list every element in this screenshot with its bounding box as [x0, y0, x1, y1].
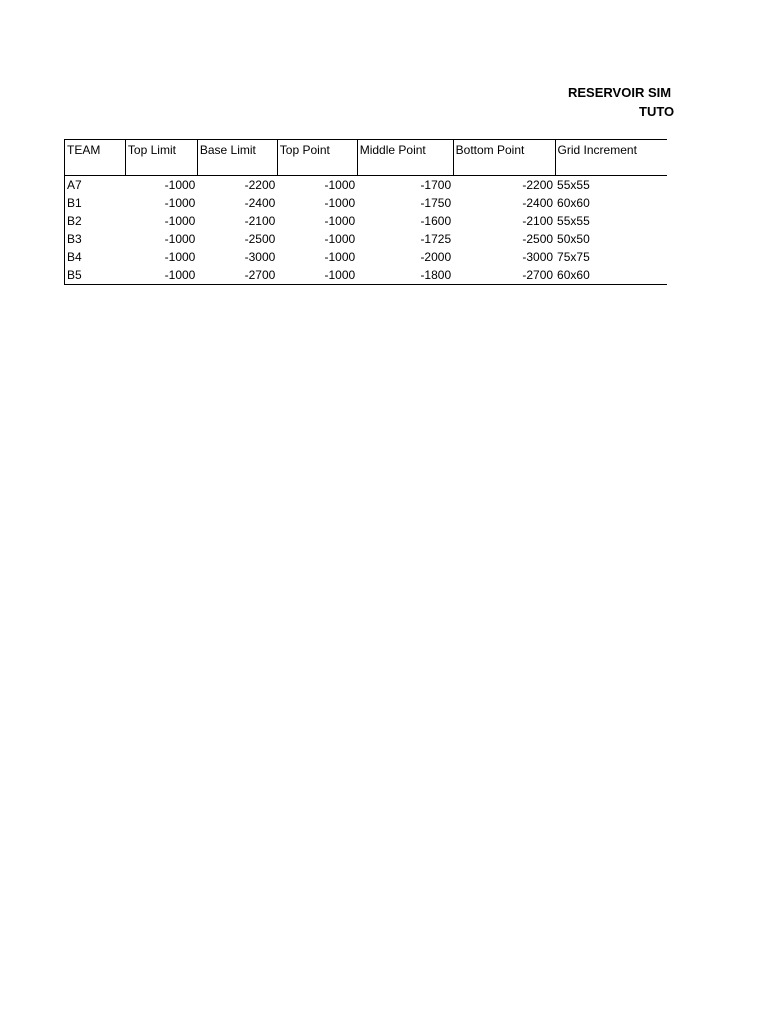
cell-top-point: -1000: [277, 266, 357, 285]
cell-middle-point: -1725: [420, 232, 452, 246]
header-top-point: Top Point: [277, 140, 357, 176]
data-table: [64, 139, 667, 285]
cell-middle-point: -1600: [420, 214, 452, 228]
table-row: [65, 176, 668, 195]
cell-team: B1: [65, 194, 126, 212]
cell-grid-increment: 55x55: [557, 178, 590, 192]
cell-base-limit: -3000: [244, 250, 276, 264]
header-grid-increment: Grid Increment: [555, 140, 667, 176]
table-row: [65, 248, 668, 266]
table-row: [65, 212, 668, 230]
cell-middle-point: -1700: [420, 178, 452, 192]
cell-top-point: -1000: [324, 250, 356, 264]
cell-middle-point: -2000: [420, 250, 452, 264]
cell-bottom-point: -2200: [522, 178, 554, 192]
cell-grid-increment: 60x60: [555, 266, 667, 285]
cell-base-limit: -2200: [244, 178, 276, 192]
cell-grid-increment: 55x55: [557, 214, 590, 228]
cell-base-limit: -2100: [244, 214, 276, 228]
cell-top-point: -1000: [324, 214, 356, 228]
cell-top-limit: -1000: [164, 214, 196, 228]
cell-grid-increment: 75x75: [557, 250, 590, 264]
cell-team: A7: [65, 176, 126, 195]
cell-grid-increment: 50x50: [557, 232, 590, 246]
cell-team: B4: [65, 248, 126, 266]
cell-base-limit: -2500: [244, 232, 276, 246]
cell-bottom-point: -2700: [453, 266, 555, 285]
header-middle-point: Middle Point: [357, 140, 453, 176]
cell-bottom-point: -3000: [522, 250, 554, 264]
cell-middle-point: -1750: [420, 196, 452, 210]
cell-bottom-point: -2400: [522, 196, 554, 210]
cell-bottom-point: -2500: [522, 232, 554, 246]
cell-top-limit: -1000: [164, 232, 196, 246]
cell-base-limit: -2400: [244, 196, 276, 210]
cell-top-limit: -1000: [164, 178, 196, 192]
cell-middle-point: -1800: [357, 266, 453, 285]
cell-top-limit: -1000: [164, 196, 196, 210]
cell-grid-increment: 60x60: [557, 196, 590, 210]
cell-top-point: -1000: [324, 178, 356, 192]
cell-top-limit: -1000: [164, 250, 196, 264]
header-team: TEAM: [65, 140, 126, 176]
cell-top-limit: -1000: [125, 266, 197, 285]
table-header-row: [65, 140, 668, 176]
page-title: RESERVOIR SIM: [568, 85, 672, 100]
cell-top-point: -1000: [324, 196, 356, 210]
cell-team: B2: [65, 212, 126, 230]
cell-bottom-point: -2100: [522, 214, 554, 228]
header-bottom-point: Bottom Point: [453, 140, 555, 176]
table-row: [65, 266, 668, 285]
header-top-limit: Top Limit: [125, 140, 197, 176]
header-base-limit: Base Limit: [197, 140, 277, 176]
cell-team: B5: [65, 266, 126, 285]
page-subtitle: TUTO: [639, 104, 675, 119]
cell-base-limit: -2700: [197, 266, 277, 285]
cell-team: B3: [65, 230, 126, 248]
table-row: [65, 194, 668, 212]
table-row: [65, 230, 668, 248]
cell-top-point: -1000: [324, 232, 356, 246]
